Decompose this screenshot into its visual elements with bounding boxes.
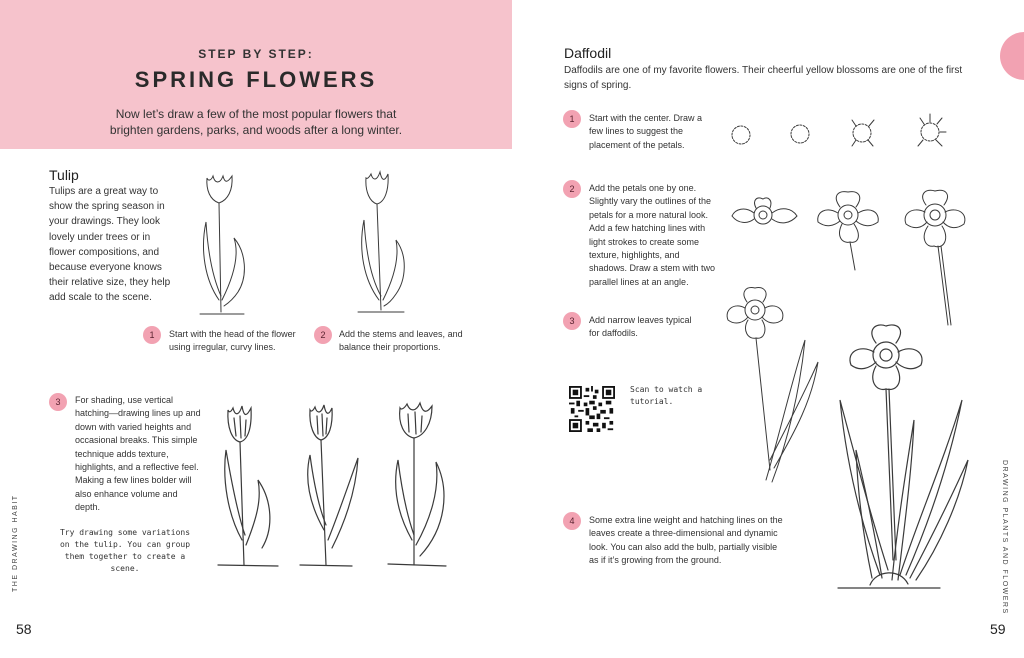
qr-note: Scan to watch a tutorial. <box>630 385 703 406</box>
tulip-heading: Tulip <box>49 167 79 183</box>
daffodil-final <box>838 325 968 588</box>
daffodil-leaves-sketch <box>727 288 818 482</box>
running-head-right: DRAWING PLANTS AND FLOWERS <box>1001 460 1008 615</box>
daffodil-step-2-text: Add the petals one by one. Slightly vary the outlines of the petals for a more natural look. Add a few hatching lines with light strokes to create some texture, highlights, and shadows. Draw a stem with two parallel lines at an angle. <box>589 183 716 287</box>
daffodil-text: Daffodils are one of my favorite flowers. Their cheerful yellow blossoms are one of the first signs of spring. <box>564 65 963 92</box>
daffodil-centers <box>732 114 946 146</box>
tulip-step-3-text: For shading, use vertical hatching—drawing lines up and down with varied heights and occasional breaks. This simple technique adds texture, highlights, and a reflective feel. Making a few lines bolder will also enhance volume and depth. <box>75 395 201 513</box>
daffodil-step-2-badge: 2 <box>563 180 581 198</box>
tulip-sketch-1 <box>200 176 244 314</box>
intro-text: Now let’s draw a few of the most popular flowers that brighten gardens, parks, and woods after a long winter. <box>109 107 403 137</box>
tulip-variation-2 <box>300 405 358 566</box>
daffodil-heading: Daffodil <box>564 45 612 61</box>
tulip-variation-1 <box>218 406 278 566</box>
tulip-step-1-badge: 1 <box>143 326 161 344</box>
tulip-step-3-badge: 3 <box>49 393 67 411</box>
kicker: STEP BY STEP: <box>198 47 314 61</box>
page-number-right: 59 <box>990 621 1006 637</box>
tulip-text: Tulips are a great way to show the spring season in your drawings. They look lovely under trees or in flower compositions, and because everyone knows their relative size, they help add scale to the scene. <box>49 186 171 304</box>
daffodil-step-1-text: Start with the center. Draw a few lines to suggest the placement of the petals. <box>589 113 703 150</box>
daffodil-step-4-badge: 4 <box>563 512 581 530</box>
tulip-step-2-text: Add the stems and leaves, and balance their proportions. <box>339 329 463 353</box>
tulip-step-1-text: Start with the head of the flower using irregular, curvy lines. <box>169 329 296 353</box>
page-number-left: 58 <box>16 621 32 637</box>
daffodil-step-4-text: Some extra line weight and hatching lines on the leaves create a three-dimensional and dynamic look. You can also add the bulb, partially visible as if it’s growing from the ground. <box>589 515 783 566</box>
tulip-sketch-2 <box>358 172 404 312</box>
daffodil-petals-sketch <box>732 190 965 325</box>
running-head-left: THE DRAWING HABIT <box>12 494 19 592</box>
daffodil-step-3-badge: 3 <box>563 312 581 330</box>
daffodil-step-3-text: Add narrow leaves typical for daffodils. <box>589 315 692 339</box>
daffodil-step-1-badge: 1 <box>563 110 581 128</box>
handwritten-note: Try drawing some variations on the tulip. You can group them together to create a scene. <box>59 528 191 573</box>
tulip-variation-3 <box>388 403 446 566</box>
page-title: SPRING FLOWERS <box>134 67 378 92</box>
tulip-step-2-badge: 2 <box>314 326 332 344</box>
